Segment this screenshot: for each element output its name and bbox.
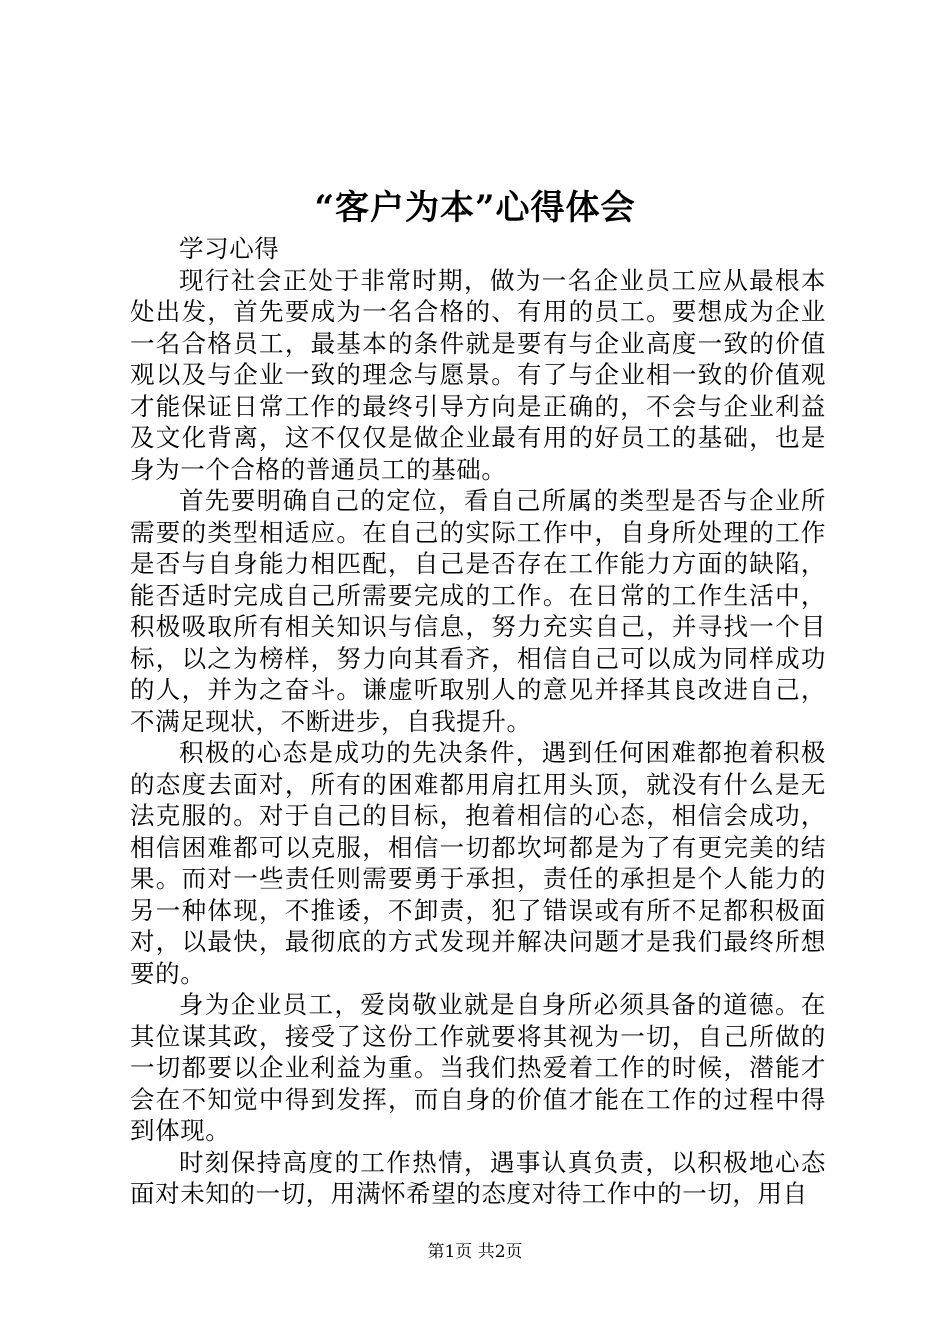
document-title: “客户为本”心得体会 <box>314 188 636 228</box>
paragraph-heading: 学习心得 <box>179 234 280 263</box>
paragraph: 时刻保持高度的工作热情，遇事认真负责，以积极地心态面对未知的一切，用满怀希望的态度对待工作中的一切，用自 <box>130 1147 826 1208</box>
page-number-footer: 第1页 共2页 <box>427 1242 523 1262</box>
paragraph: 积极的心态是成功的先决条件，遇到任何困难都抱着积极的态度去面对，所有的困难都用肩扛用头顶，就没有什么是无法克服的。对于自己的目标，抱着相信的心态，相信会成功，相信困难都可以克服，相信一切都坎坷都是为了有更完美的结果。而对一些责任则需要勇于承担，责任的承担是个人能力的另一种体现，不推诿，不卸责，犯了错误或有所不足都积极面对，以最快，最彻底的方式发现并解决问题才是我们最终所想要的。 <box>130 738 826 988</box>
document-body <box>130 233 826 1210</box>
paragraph: 身为企业员工，爱岗敬业就是自身所必须具备的道德。在其位谋其政，接受了这份工作就要将其视为一切，自己所做的一切都要以企业利益为重。当我们热爱着工作的时候，潜能才会在不知觉中得到发挥，而自身的价值才能在工作的过程中得到体现。 <box>130 990 826 1145</box>
paragraph: 首先要明确自己的定位，看自己所属的类型是否与企业所需要的类型相适应。在自己的实际工作中，自身所处理的工作是否与自身能力相匹配，自己是否存在工作能力方面的缺陷，能否适时完成自己所需要完成的工作。在日常的工作生活中，积极吸取所有相关知识与信息，努力充实自己，并寻找一个目标，以之为榜样，努力向其看齐，相信自己可以成为同样成功的人，并为之奋斗。谦虚听取别人的意见并择其良改进自己，不满足现状，不断进步，自我提升。 <box>130 486 826 736</box>
paragraph: 现行社会正处于非常时期，做为一名企业员工应从最根本处出发，首先要成为一名合格的、有用的员工。要想成为企业一名合格员工，最基本的条件就是要有与企业高度一致的价值观以及与企业一致的理念与愿景。有了与企业相一致的价值观才能保证日常工作的最终引导方向是正确的，不会与企业利益及文化背离，这不仅仅是做企业最有用的好员工的基础，也是身为一个合格的普通员工的基础。 <box>130 265 826 484</box>
